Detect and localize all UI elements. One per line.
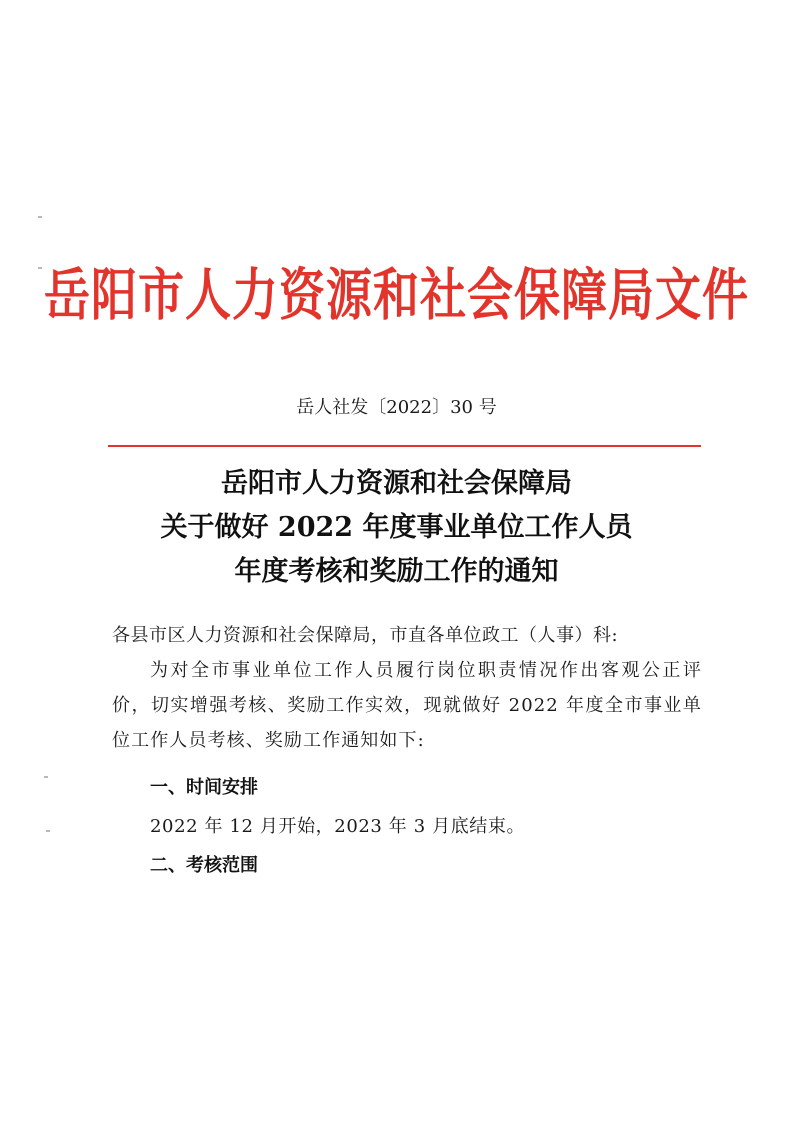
issuer-header-title: 岳阳市人力资源和社会保障局文件 [44, 262, 749, 328]
red-divider-line [108, 445, 701, 447]
notice-title-line: 岳阳市人力资源和社会保障局 [221, 468, 572, 499]
document-number: 岳人社发〔2022〕30 号 [296, 397, 497, 418]
notice-title-line: 年度考核和奖励工作的通知 [234, 556, 559, 587]
notice-title-line: 关于做好 2022 年度事业单位工作人员 [160, 512, 633, 543]
intro-paragraph: 为对全市事业单位工作人员履行岗位职责情况作出客观公正评价，切实增强考核、奖励工作实效，现就做好 2022 年度全市事业单位工作人员考核、奖励工作通知如下: [112, 660, 702, 751]
section-heading-scope: 二、考核范围 [150, 855, 258, 876]
salutation: 各县市区人力资源和社会保障局，市直各单位政工（人事）科: [112, 625, 619, 646]
notice-title [0, 462, 793, 594]
section-heading-schedule: 一、时间安排 [150, 777, 258, 798]
scan-speck [46, 830, 50, 832]
scan-speck [44, 776, 48, 778]
scan-speck [38, 216, 42, 218]
section-text-schedule: 2022 年 12 月开始，2023 年 3 月底结束。 [150, 816, 526, 837]
